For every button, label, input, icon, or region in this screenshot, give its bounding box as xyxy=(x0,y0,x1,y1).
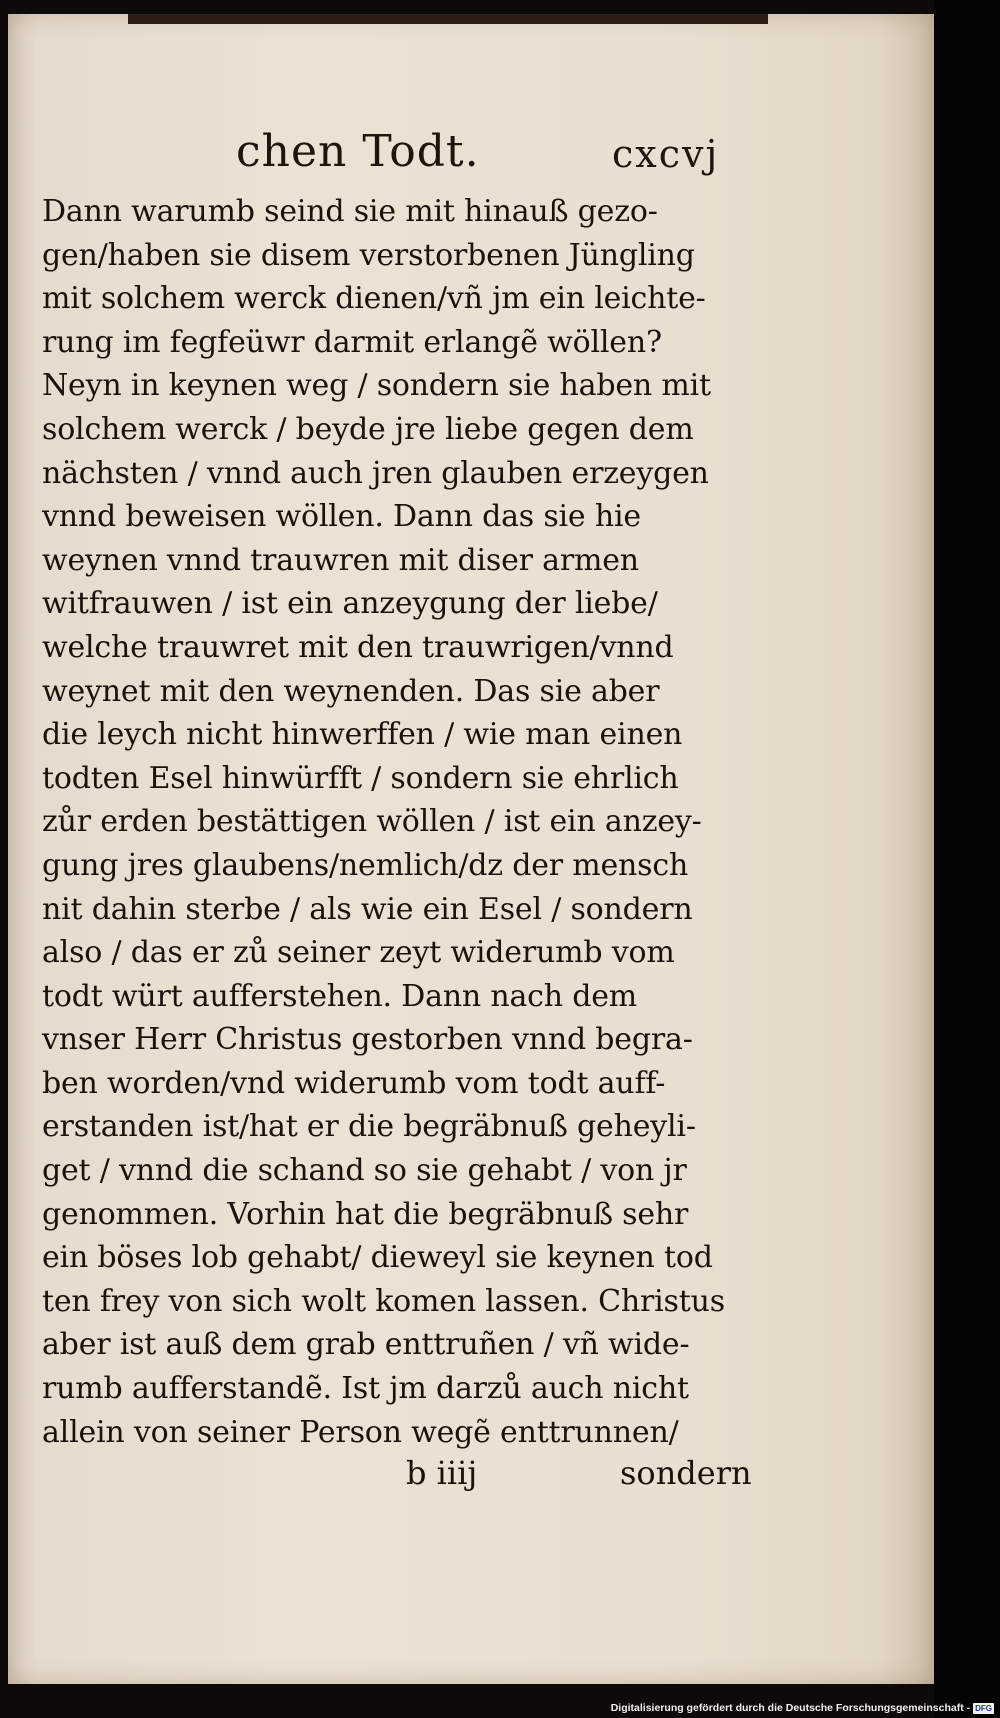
text-line: welche trauwret mit den trauwrigen/vnnd xyxy=(42,629,674,665)
signature-mark: b iiij xyxy=(406,1454,478,1492)
text-line: ein böses lob gehabt/ dieweyl sie keynen tod xyxy=(42,1240,713,1276)
digitization-credit xyxy=(611,1702,994,1714)
text-line: nit dahin sterbe / als wie ein Esel / sondern xyxy=(42,891,693,927)
text-line: allein von seiner Person wegẽ enttrunnen/ xyxy=(42,1414,679,1450)
text-line: die leych nicht hinwerffen / wie man einen xyxy=(42,717,683,753)
running-title: chen Todt. xyxy=(236,126,480,177)
scan-margin-strip xyxy=(934,0,1000,1718)
dfg-logo: DFG xyxy=(975,1703,992,1713)
text-line: rung im fegfeüwr darmit erlangẽ wöllen? xyxy=(42,324,662,360)
text-line: get / vnnd die schand so sie gehabt / von jr xyxy=(42,1153,687,1189)
text-line: ten frey von sich wolt komen lassen. Christus xyxy=(42,1283,725,1319)
text-line: nächsten / vnnd auch jren glauben erzeygen xyxy=(42,455,709,491)
text-line: ben worden/vnd widerumb vom todt auff- xyxy=(42,1065,666,1101)
text-line: gen/haben sie disem verstorbenen Jüngling xyxy=(42,237,695,273)
folio-number: cxcvj xyxy=(612,132,720,176)
text-line: solchem werck / beyde jre liebe gegen dem xyxy=(42,411,694,447)
text-line: aber ist auß dem grab enttruñen / vñ wide- xyxy=(42,1327,690,1363)
page-header xyxy=(8,126,934,186)
text-line: weynen vnnd trauwren mit diser armen xyxy=(42,542,639,578)
text-line: mit solchem werck dienen/vñ jm ein leichte- xyxy=(42,281,706,317)
text-line: genommen. Vorhin hat die begräbnuß sehr xyxy=(42,1196,689,1232)
page-top-edge xyxy=(128,14,768,24)
text-line: vnnd beweisen wöllen. Dann das sie hie xyxy=(42,499,641,535)
book-page xyxy=(8,14,934,1684)
catchword: sondern xyxy=(620,1454,752,1492)
text-line: gung jres glaubens/nemlich/dz der mensch xyxy=(42,847,689,883)
text-line: vnser Herr Christus gestorben vnnd begra- xyxy=(42,1022,693,1058)
text-line: erstanden ist/hat er die begräbnuß geheyli- xyxy=(42,1109,696,1145)
text-line: also / das er zů seiner zeyt widerumb vom xyxy=(42,935,675,971)
text-line: rumb aufferstandẽ. Ist jm darzů auch nicht xyxy=(42,1371,689,1407)
text-line: Dann warumb seind sie mit hinauß gezo- xyxy=(42,194,658,229)
text-line: Neyn in keynen weg / sondern sie haben mit xyxy=(42,368,711,404)
page-footer xyxy=(8,1454,934,1504)
credit-text: Digitalisierung gefördert durch die Deutsche Forschungsgemeinschaft - xyxy=(610,1702,971,1714)
body-text xyxy=(42,190,762,1454)
text-line: todt würt aufferstehen. Dann nach dem xyxy=(42,978,638,1014)
text-line: zůr erden bestättigen wöllen / ist ein anzey- xyxy=(42,804,702,840)
text-line: weynet mit den weynenden. Das sie aber xyxy=(42,673,660,709)
text-line: witfrauwen / ist ein anzeygung der liebe/ xyxy=(42,586,658,622)
text-line: todten Esel hinwürfft / sondern sie ehrlich xyxy=(42,760,679,796)
